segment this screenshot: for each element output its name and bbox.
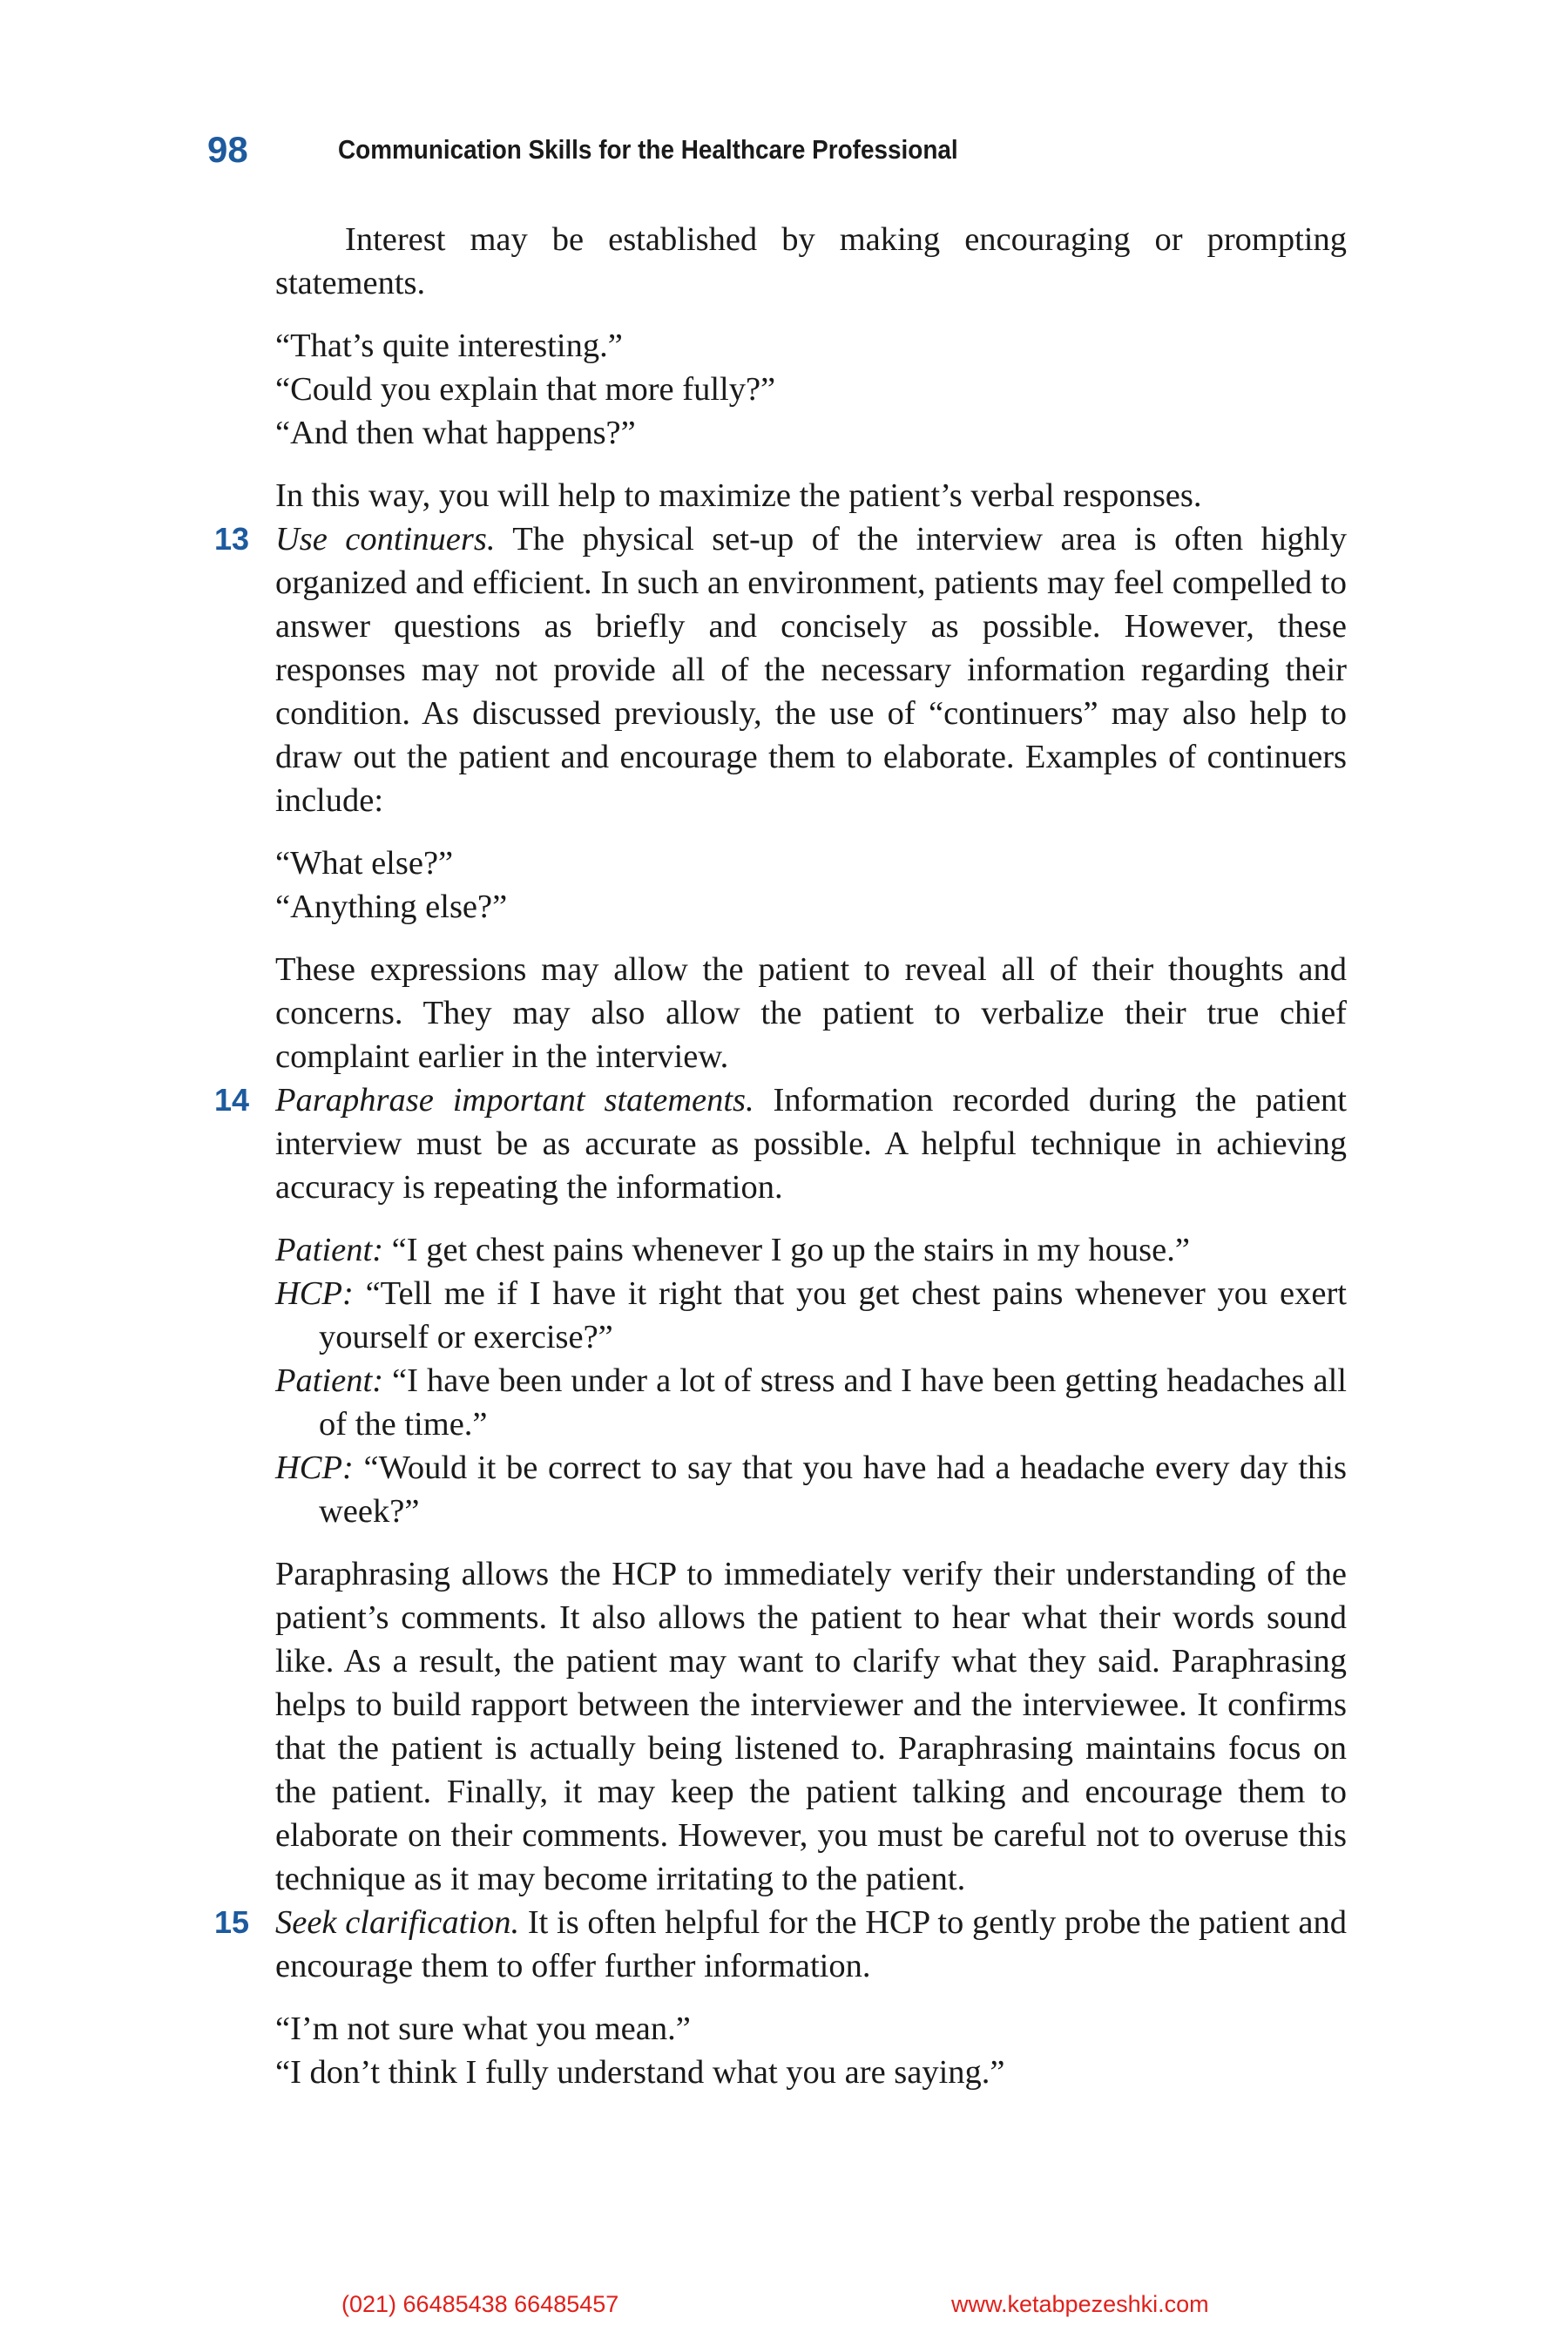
item-lead: Paraphrase important statements. xyxy=(275,1082,754,1119)
running-title: Communication Skills for the Healthcare Professional xyxy=(338,134,958,165)
dialogue-line: “Would it be correct to say that you have had a headache every day this week?” xyxy=(319,1450,1347,1530)
dialogue-turn xyxy=(275,1446,1347,1533)
dialogue-line: “I have been under a lot of stress and I have been getting headaches all of the time.” xyxy=(319,1362,1347,1443)
footer-phone: (021) 66485438 66485457 xyxy=(341,2291,619,2317)
item-text: Information recorded during the patient interview must be as accurate as possible. A helpful technique in achieving accuracy is repeating the information. xyxy=(275,1082,1347,1206)
dialogue-example xyxy=(275,1228,1347,1533)
item-13 xyxy=(214,517,1347,822)
quote-line: “I’m not sure what you mean.” xyxy=(275,2011,691,2047)
quote-line: “That’s quite interesting.” xyxy=(275,328,623,364)
dialogue-line: “Tell me if I have it right that you get chest pains whenever you exert yourself or exercise?” xyxy=(319,1275,1347,1355)
quote-line: “And then what happens?” xyxy=(275,415,636,451)
speaker-label: HCP: xyxy=(275,1450,354,1486)
intro-closing: In this way, you will help to maximize the patient’s verbal responses. xyxy=(275,477,1202,514)
item-number: 15 xyxy=(214,1904,250,1940)
item-14 xyxy=(214,1078,1347,1209)
item-15 xyxy=(214,1901,1347,1988)
item-paragraph xyxy=(275,1901,1347,1988)
item-text: It is often helpful for the HCP to gently probe the patient and encourage them to offer further information. xyxy=(275,1904,1347,1984)
speaker-label: HCP: xyxy=(275,1275,354,1312)
page-number: 98 xyxy=(207,129,248,170)
quote-line: “I don’t think I fully understand what you are saying.” xyxy=(275,2054,1005,2091)
page-footer xyxy=(0,2291,1568,2326)
clarification-quotes xyxy=(275,2007,1347,2094)
item-text: The physical set-up of the interview area is often highly organized and efficient. In such an environment, patients may feel compelled to answer questions as briefly and concisely as possible. However, these responses may not provide all of the necessary information regarding their condition. As discussed previously, the use of “continuers” may also help to draw out the patient and encourage them to elaborate. Examples of continuers include: xyxy=(275,521,1347,819)
speaker-label: Patient: xyxy=(275,1232,384,1268)
item-14-closing: Paraphrasing allows the HCP to immediately verify their understanding of the patient’s comments. It also allows the patient to hear what their words sound like. As a result, the patient may want to clarify what they said. Paraphrasing helps to build rapport between the interviewer and the interviewee. It confirms that the patient is actually being listened to. Paraphrasing maintains focus on the patient. Finally, it may keep the patient talking and encourage them to elaborate on their comments. However, you must be careful not to overuse this technique as it may become irritating to the patient. xyxy=(275,1556,1347,1897)
item-number: 14 xyxy=(214,1082,250,1118)
quote-line: “Could you explain that more fully?” xyxy=(275,371,776,408)
item-13-closing: These expressions may allow the patient to reveal all of their thoughts and concerns. They may also allow the patient to verbalize their true chief complaint earlier in the interview. xyxy=(275,951,1347,1075)
page-header xyxy=(207,124,1340,176)
dialogue-turn xyxy=(275,1272,1347,1359)
item-paragraph xyxy=(275,1078,1347,1209)
dialogue-line: “I get chest pains whenever I go up the stairs in my house.” xyxy=(383,1232,1190,1268)
page-body xyxy=(214,218,1347,2113)
item-paragraph xyxy=(275,517,1347,822)
quote-line: “What else?” xyxy=(275,845,454,882)
dialogue-turn xyxy=(275,1228,1347,1272)
item-lead: Seek clarification. xyxy=(275,1904,520,1941)
item-lead: Use continuers. xyxy=(275,521,496,558)
continuer-quotes xyxy=(275,841,1347,929)
quote-line: “Anything else?” xyxy=(275,889,508,925)
intro-paragraph: Interest may be established by making encouraging or prompting statements. xyxy=(275,221,1347,301)
speaker-label: Patient: xyxy=(275,1362,384,1399)
item-number: 13 xyxy=(214,521,250,557)
dialogue-turn xyxy=(275,1359,1347,1446)
footer-website[interactable]: www.ketabpezeshki.com xyxy=(951,2291,1209,2317)
intro-quotes xyxy=(275,324,1347,455)
